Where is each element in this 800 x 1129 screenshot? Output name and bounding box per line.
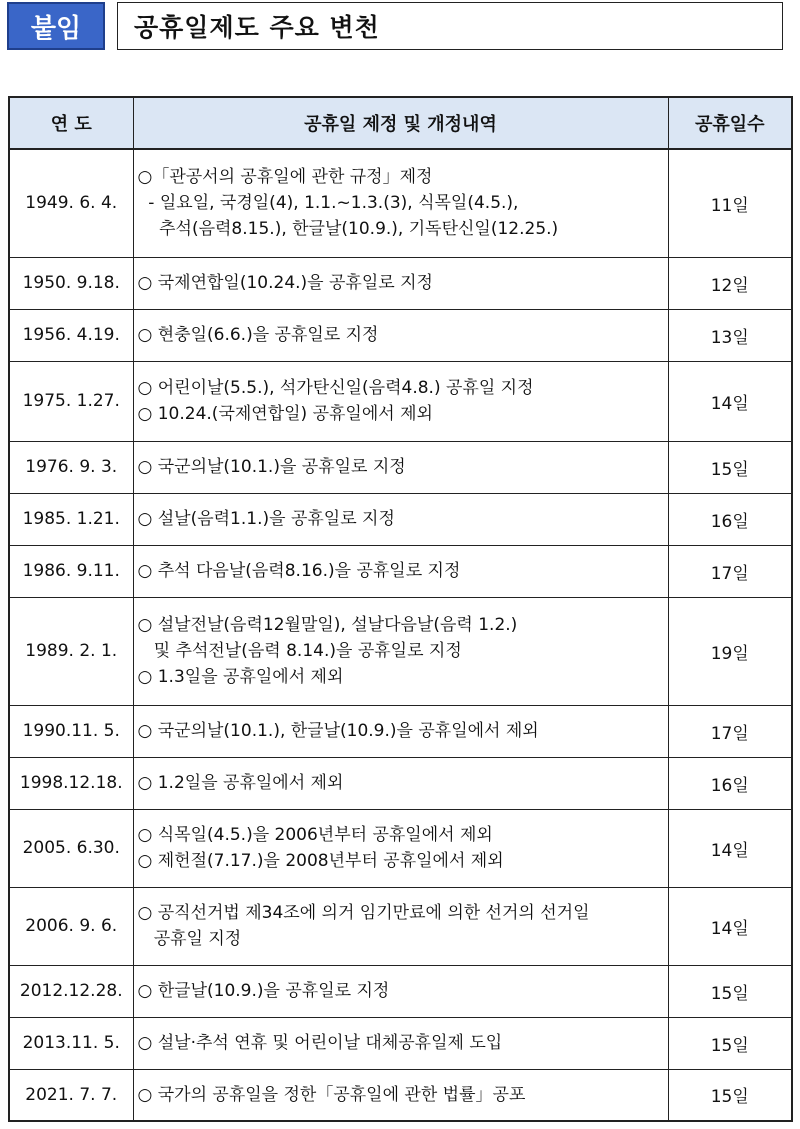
content-line: ○ 공직선거법 제34조에 의거 임기만료에 의한 선거의 선거일 — [137, 903, 590, 923]
row-days: 17일 — [668, 545, 792, 597]
content-line: ○ 설날전날(음력12월말일), 설날다음날(음력 1.2.) — [137, 615, 518, 635]
content-line: ○ 설날·추석 연휴 및 어린이날 대체공휴일제 도입 — [137, 1033, 503, 1053]
content-line: ○ 제헌절(7.17.)을 2008년부터 공휴일에서 제외 — [137, 851, 504, 871]
content-line: ○ 어린이날(5.5.), 석가탄신일(음력4.8.) 공휴일 지정 — [137, 378, 534, 398]
content-line: 공휴일 지정 — [137, 929, 242, 949]
table-row — [9, 757, 792, 809]
row-days: 19일 — [668, 597, 792, 705]
row-days: 14일 — [668, 809, 792, 887]
content-line: ○ 국군의날(10.1.)을 공휴일로 지정 — [137, 457, 406, 477]
row-days: 14일 — [668, 361, 792, 441]
row-date: 2021. 7. 7. — [9, 1069, 133, 1121]
header — [0, 0, 800, 60]
row-date: 1956. 4.19. — [9, 309, 133, 361]
row-date: 1949. 6. 4. — [9, 149, 133, 257]
row-days: 16일 — [668, 757, 792, 809]
content-line: ○ 설날(음력1.1.)을 공휴일로 지정 — [137, 509, 395, 529]
table-row — [9, 149, 792, 257]
content-line: ○ 식목일(4.5.)을 2006년부터 공휴일에서 제외 — [137, 825, 493, 845]
table-row — [9, 493, 792, 545]
row-content — [133, 1069, 668, 1121]
row-days: 15일 — [668, 1017, 792, 1069]
row-days: 15일 — [668, 441, 792, 493]
attachment-badge: 붙임 — [7, 2, 105, 50]
row-content — [133, 441, 668, 493]
row-date: 1985. 1.21. — [9, 493, 133, 545]
row-date: 1950. 9.18. — [9, 257, 133, 309]
row-date: 2013.11. 5. — [9, 1017, 133, 1069]
table-row — [9, 887, 792, 965]
header-content: 공휴일 제정 및 개정내역 — [133, 97, 668, 149]
row-days: 16일 — [668, 493, 792, 545]
content-line: ○ 국가의 공휴일을 정한「공휴일에 관한 법률」공포 — [137, 1084, 526, 1105]
row-date: 2012.12.28. — [9, 965, 133, 1017]
row-date: 1989. 2. 1. — [9, 597, 133, 705]
content-line: ○ 10.24.(국제연합일) 공휴일에서 제외 — [137, 404, 433, 424]
row-date: 1976. 9. 3. — [9, 441, 133, 493]
row-date: 1975. 1.27. — [9, 361, 133, 441]
row-content — [133, 809, 668, 887]
table-row — [9, 545, 792, 597]
table-row — [9, 597, 792, 705]
table-row — [9, 441, 792, 493]
row-days: 15일 — [668, 965, 792, 1017]
row-days: 13일 — [668, 309, 792, 361]
table-row — [9, 705, 792, 757]
row-date: 1990.11. 5. — [9, 705, 133, 757]
row-days: 14일 — [668, 887, 792, 965]
table-row — [9, 809, 792, 887]
table-row — [9, 965, 792, 1017]
content-line: ○ 추석 다음날(음력8.16.)을 공휴일로 지정 — [137, 561, 461, 581]
row-days: 12일 — [668, 257, 792, 309]
row-days: 17일 — [668, 705, 792, 757]
row-content — [133, 757, 668, 809]
row-content — [133, 965, 668, 1017]
row-content — [133, 1017, 668, 1069]
header-days: 공휴일수 — [668, 97, 792, 149]
content-line: ○ 한글날(10.9.)을 공휴일로 지정 — [137, 981, 390, 1001]
content-line: 및 추석전날(음력 8.14.)을 공휴일로 지정 — [137, 641, 462, 661]
row-content — [133, 149, 668, 257]
row-date: 1998.12.18. — [9, 757, 133, 809]
table-row — [9, 361, 792, 441]
holiday-history-table — [8, 96, 793, 1122]
row-content — [133, 257, 668, 309]
content-line: ○ 1.2일을 공휴일에서 제외 — [137, 773, 344, 793]
row-date: 1986. 9.11. — [9, 545, 133, 597]
content-line: 추석(음력8.15.), 한글날(10.9.), 기독탄신일(12.25.) — [137, 219, 559, 240]
row-days: 11일 — [668, 149, 792, 257]
row-content — [133, 597, 668, 705]
content-line: ○ 1.3일을 공휴일에서 제외 — [137, 667, 344, 687]
table-row — [9, 1017, 792, 1069]
header-year: 연 도 — [9, 97, 133, 149]
row-days: 15일 — [668, 1069, 792, 1121]
row-content — [133, 361, 668, 441]
table-row — [9, 309, 792, 361]
row-date: 2006. 9. 6. — [9, 887, 133, 965]
content-line: ○ 현충일(6.6.)을 공휴일로 지정 — [137, 325, 379, 345]
row-content — [133, 493, 668, 545]
row-content — [133, 545, 668, 597]
content-line: ○ 국군의날(10.1.), 한글날(10.9.)을 공휴일에서 제외 — [137, 721, 539, 741]
row-date: 2005. 6.30. — [9, 809, 133, 887]
row-content — [133, 309, 668, 361]
row-content — [133, 887, 668, 965]
table-row — [9, 1069, 792, 1121]
row-content — [133, 705, 668, 757]
content-line: - 일요일, 국경일(4), 1.1.~1.3.(3), 식목일(4.5.), — [137, 193, 519, 214]
table-row — [9, 257, 792, 309]
content-line: ○ 국제연합일(10.24.)을 공휴일로 지정 — [137, 273, 433, 293]
page-title: 공휴일제도 주요 변천 — [117, 2, 783, 50]
table-header-row — [9, 97, 792, 149]
content-line: ○「관공서의 공휴일에 관한 규정」제정 — [137, 167, 433, 188]
